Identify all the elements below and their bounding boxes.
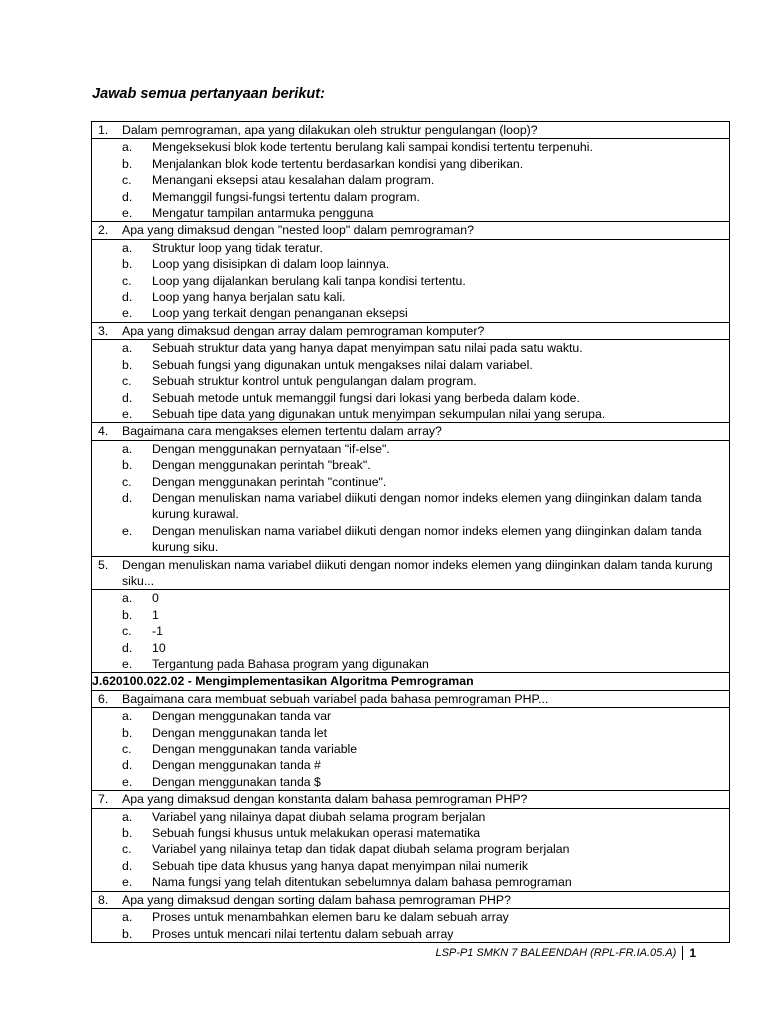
option-text: Menangani eksepsi atau kesalahan dalam program. xyxy=(152,173,435,188)
answer-option xyxy=(92,240,729,256)
answer-option xyxy=(92,357,729,373)
option-text: Dengan menggunakan perintah "continue". xyxy=(152,474,387,489)
option-letter: a. xyxy=(122,240,133,255)
answer-option xyxy=(92,874,729,890)
answer-option xyxy=(92,139,729,155)
question-cell xyxy=(92,891,730,908)
option-text: Loop yang hanya berjalan satu kali. xyxy=(152,290,346,305)
answer-option xyxy=(92,490,729,523)
answer-option xyxy=(92,708,729,724)
question-number: 1. xyxy=(98,123,109,137)
answer-option xyxy=(92,441,729,457)
option-letter: d. xyxy=(122,858,133,873)
option-text: Dengan menuliskan nama variabel diikuti dengan nomor indeks elemen yang diinginkan dalam tanda kurung kurawal. xyxy=(152,490,702,522)
options-cell xyxy=(92,708,730,791)
question xyxy=(92,122,729,138)
question-number: 7. xyxy=(98,792,109,807)
option-text: Dengan menggunakan tanda $ xyxy=(152,774,321,789)
question-cell xyxy=(92,423,730,440)
option-letter: d. xyxy=(122,290,133,305)
option-letter: a. xyxy=(122,140,133,155)
option-letter: b. xyxy=(122,926,133,941)
option-text: Dengan menggunakan tanda let xyxy=(152,725,328,740)
question-row xyxy=(92,891,730,908)
section-header-row xyxy=(92,673,730,690)
page-footer xyxy=(435,946,696,960)
option-letter: d. xyxy=(122,390,133,405)
option-text: Sebuah metode untuk memanggil fungsi dari lokasi yang berbeda dalam kode. xyxy=(152,390,580,405)
options-row xyxy=(92,440,730,556)
question-cell xyxy=(92,690,730,707)
answer-option xyxy=(92,457,729,473)
question xyxy=(92,892,729,908)
options-row xyxy=(92,340,730,423)
option-text: Variabel yang nilainya dapat diubah selama program berjalan xyxy=(152,809,486,824)
answer-option xyxy=(92,741,729,757)
answer-option xyxy=(92,340,729,356)
question xyxy=(92,323,729,339)
option-letter: a. xyxy=(122,591,133,606)
option-text: Dengan menggunakan tanda variable xyxy=(152,742,358,757)
answer-option xyxy=(92,809,729,825)
page-number: 1 xyxy=(689,946,696,960)
option-text: Sebuah fungsi yang digunakan untuk mengakses nilai dalam variabel. xyxy=(152,357,533,372)
answer-option xyxy=(92,858,729,874)
option-text: Dengan menggunakan tanda var xyxy=(152,709,332,724)
option-text: Sebuah tipe data yang digunakan untuk menyimpan sekumpulan nilai yang serupa. xyxy=(152,406,606,421)
question-text: Bagaimana cara membuat sebuah variabel pada bahasa pemrograman PHP... xyxy=(122,691,549,706)
option-text: Mengeksekusi blok kode tertentu berulang kali sampai kondisi tertentu terpenuhi. xyxy=(152,140,593,155)
option-text: Loop yang terkait dengan penanganan eksepsi xyxy=(152,306,408,321)
answer-option xyxy=(92,623,729,639)
option-text: Sebuah tipe data khusus yang hanya dapat menyimpan nilai numerik xyxy=(152,858,528,873)
question-text: Apa yang dimaksud dengan array dalam pemrograman komputer? xyxy=(122,323,485,338)
question xyxy=(92,691,729,707)
option-text: Struktur loop yang tidak teratur. xyxy=(152,240,323,255)
question-row xyxy=(92,690,730,707)
option-text: Menjalankan blok kode tertentu berdasarkan kondisi yang diberikan. xyxy=(152,156,524,171)
option-letter: b. xyxy=(122,826,133,841)
option-letter: c. xyxy=(122,173,132,188)
option-letter: e. xyxy=(122,306,133,321)
option-letter: d. xyxy=(122,640,133,655)
option-letter: d. xyxy=(122,189,133,204)
option-text: -1 xyxy=(152,624,163,639)
question-cell xyxy=(92,556,730,590)
option-text: Sebuah fungsi khusus untuk melakukan operasi matematika xyxy=(152,826,481,841)
answer-option xyxy=(92,841,729,857)
options-cell xyxy=(92,808,730,891)
option-text: 0 xyxy=(152,591,159,606)
question-row xyxy=(92,423,730,440)
answer-option xyxy=(92,926,729,942)
answer-option xyxy=(92,189,729,205)
options-cell xyxy=(92,440,730,556)
option-text: Tergantung pada Bahasa program yang digunakan xyxy=(152,657,429,671)
answer-option xyxy=(92,156,729,172)
options-cell xyxy=(92,340,730,423)
option-letter: a. xyxy=(122,910,133,925)
question-number: 6. xyxy=(98,691,109,706)
option-text: Variabel yang nilainya tetap dan tidak dapat diubah selama program berjalan xyxy=(152,842,570,857)
question-row xyxy=(92,322,730,339)
options-cell xyxy=(92,239,730,322)
option-letter: b. xyxy=(122,458,133,473)
option-text: Memanggil fungsi-fungsi tertentu dalam program. xyxy=(152,189,420,204)
option-letter: c. xyxy=(122,374,132,389)
answer-option xyxy=(92,640,729,656)
option-letter: a. xyxy=(122,709,133,724)
answer-option xyxy=(92,273,729,289)
options-cell xyxy=(92,139,730,222)
question xyxy=(92,557,729,590)
question-text: Apa yang dimaksud dengan "nested loop" dalam pemrograman? xyxy=(122,223,474,238)
option-text: Sebuah struktur data yang hanya dapat menyimpan satu nilai pada satu waktu. xyxy=(152,341,583,356)
option-letter: b. xyxy=(122,257,133,272)
question-number: 3. xyxy=(98,323,109,338)
option-text: 10 xyxy=(152,640,166,655)
option-letter: c. xyxy=(122,624,132,639)
answer-option xyxy=(92,406,729,422)
answer-option xyxy=(92,172,729,188)
question xyxy=(92,222,729,238)
option-letter: c. xyxy=(122,474,132,489)
question-cell xyxy=(92,791,730,808)
option-letter: b. xyxy=(122,156,133,171)
options-row xyxy=(92,708,730,791)
question-row xyxy=(92,791,730,808)
answer-option xyxy=(92,725,729,741)
option-letter: a. xyxy=(122,341,133,356)
answer-option xyxy=(92,390,729,406)
question-number: 4. xyxy=(98,424,109,439)
question-text: Dengan menuliskan nama variabel diikuti dengan nomor indeks elemen yang diinginkan dalam tanda kurung siku... xyxy=(122,557,713,588)
options-row xyxy=(92,239,730,322)
option-letter: a. xyxy=(122,441,133,456)
options-row xyxy=(92,808,730,891)
question-text: Bagaimana cara mengakses elemen tertentu dalam array? xyxy=(122,424,442,439)
option-letter: e. xyxy=(122,206,133,221)
option-text: 1 xyxy=(152,607,159,622)
option-text: Loop yang dijalankan berulang kali tanpa kondisi tertentu. xyxy=(152,273,466,288)
option-letter: d. xyxy=(122,490,133,505)
answer-option xyxy=(92,825,729,841)
question-text: Apa yang dimaksud dengan konstanta dalam bahasa pemrograman PHP? xyxy=(122,792,528,807)
question-row xyxy=(92,222,730,239)
answer-option xyxy=(92,774,729,790)
footer-divider xyxy=(682,946,683,960)
option-text: Proses untuk menambahkan elemen baru ke dalam sebuah array xyxy=(152,910,509,925)
option-text: Dengan menggunakan pernyataan "if-else". xyxy=(152,441,390,456)
option-text: Proses untuk mencari nilai tertentu dalam sebuah array xyxy=(152,926,454,941)
option-letter: a. xyxy=(122,809,133,824)
page-heading: Jawab semua pertanyaan berikut: xyxy=(92,86,325,102)
question xyxy=(92,423,729,439)
option-text: Nama fungsi yang telah ditentukan sebelumnya dalam bahasa pemrograman xyxy=(152,875,572,890)
answer-option xyxy=(92,523,729,556)
question-number: 2. xyxy=(98,223,109,238)
section-title: J.620100.022.02 - Mengimplementasikan Algoritma Pemrograman xyxy=(92,673,730,690)
answer-option xyxy=(92,656,729,672)
option-letter: e. xyxy=(122,774,133,789)
answer-option xyxy=(92,373,729,389)
answer-option xyxy=(92,474,729,490)
option-letter: e. xyxy=(122,406,133,421)
options-row xyxy=(92,590,730,673)
answer-option xyxy=(92,590,729,606)
answer-option xyxy=(92,205,729,221)
option-letter: c. xyxy=(122,842,132,857)
option-letter: c. xyxy=(122,273,132,288)
question-text: Apa yang dimaksud dengan sorting dalam bahasa pemrograman PHP? xyxy=(122,892,511,907)
answer-option xyxy=(92,256,729,272)
options-row xyxy=(92,139,730,222)
options-row xyxy=(92,909,730,943)
answer-option xyxy=(92,607,729,623)
options-cell xyxy=(92,590,730,673)
answer-option xyxy=(92,305,729,321)
question-table xyxy=(91,121,730,943)
question-text: Dalam pemrograman, apa yang dilakukan oleh struktur pengulangan (loop)? xyxy=(122,123,538,137)
option-letter: b. xyxy=(122,725,133,740)
option-letter: e. xyxy=(122,523,133,538)
options-cell xyxy=(92,909,730,943)
question-number: 5. xyxy=(98,557,109,572)
option-letter: b. xyxy=(122,357,133,372)
answer-option xyxy=(92,757,729,773)
option-letter: c. xyxy=(122,742,132,757)
option-text: Loop yang disisipkan di dalam loop lainnya. xyxy=(152,257,390,272)
option-text: Dengan menggunakan tanda # xyxy=(152,758,321,773)
answer-option xyxy=(92,909,729,925)
question-row xyxy=(92,122,730,139)
option-letter: e. xyxy=(122,875,133,890)
option-letter: e. xyxy=(122,657,133,671)
option-text: Sebuah struktur kontrol untuk pengulangan dalam program. xyxy=(152,374,477,389)
question-cell xyxy=(92,122,730,139)
option-letter: d. xyxy=(122,758,133,773)
question-cell xyxy=(92,322,730,339)
footer-text: LSP-P1 SMKN 7 BALEENDAH (RPL-FR.IA.05.A) xyxy=(435,947,677,959)
option-letter: b. xyxy=(122,607,133,622)
question-number: 8. xyxy=(98,892,109,907)
question-row xyxy=(92,556,730,590)
option-text: Dengan menggunakan perintah "break". xyxy=(152,458,371,473)
question xyxy=(92,791,729,807)
option-text: Mengatur tampilan antarmuka pengguna xyxy=(152,206,374,221)
answer-option xyxy=(92,289,729,305)
question-cell xyxy=(92,222,730,239)
option-text: Dengan menuliskan nama variabel diikuti dengan nomor indeks elemen yang diinginkan dalam tanda kurung siku. xyxy=(152,523,702,555)
